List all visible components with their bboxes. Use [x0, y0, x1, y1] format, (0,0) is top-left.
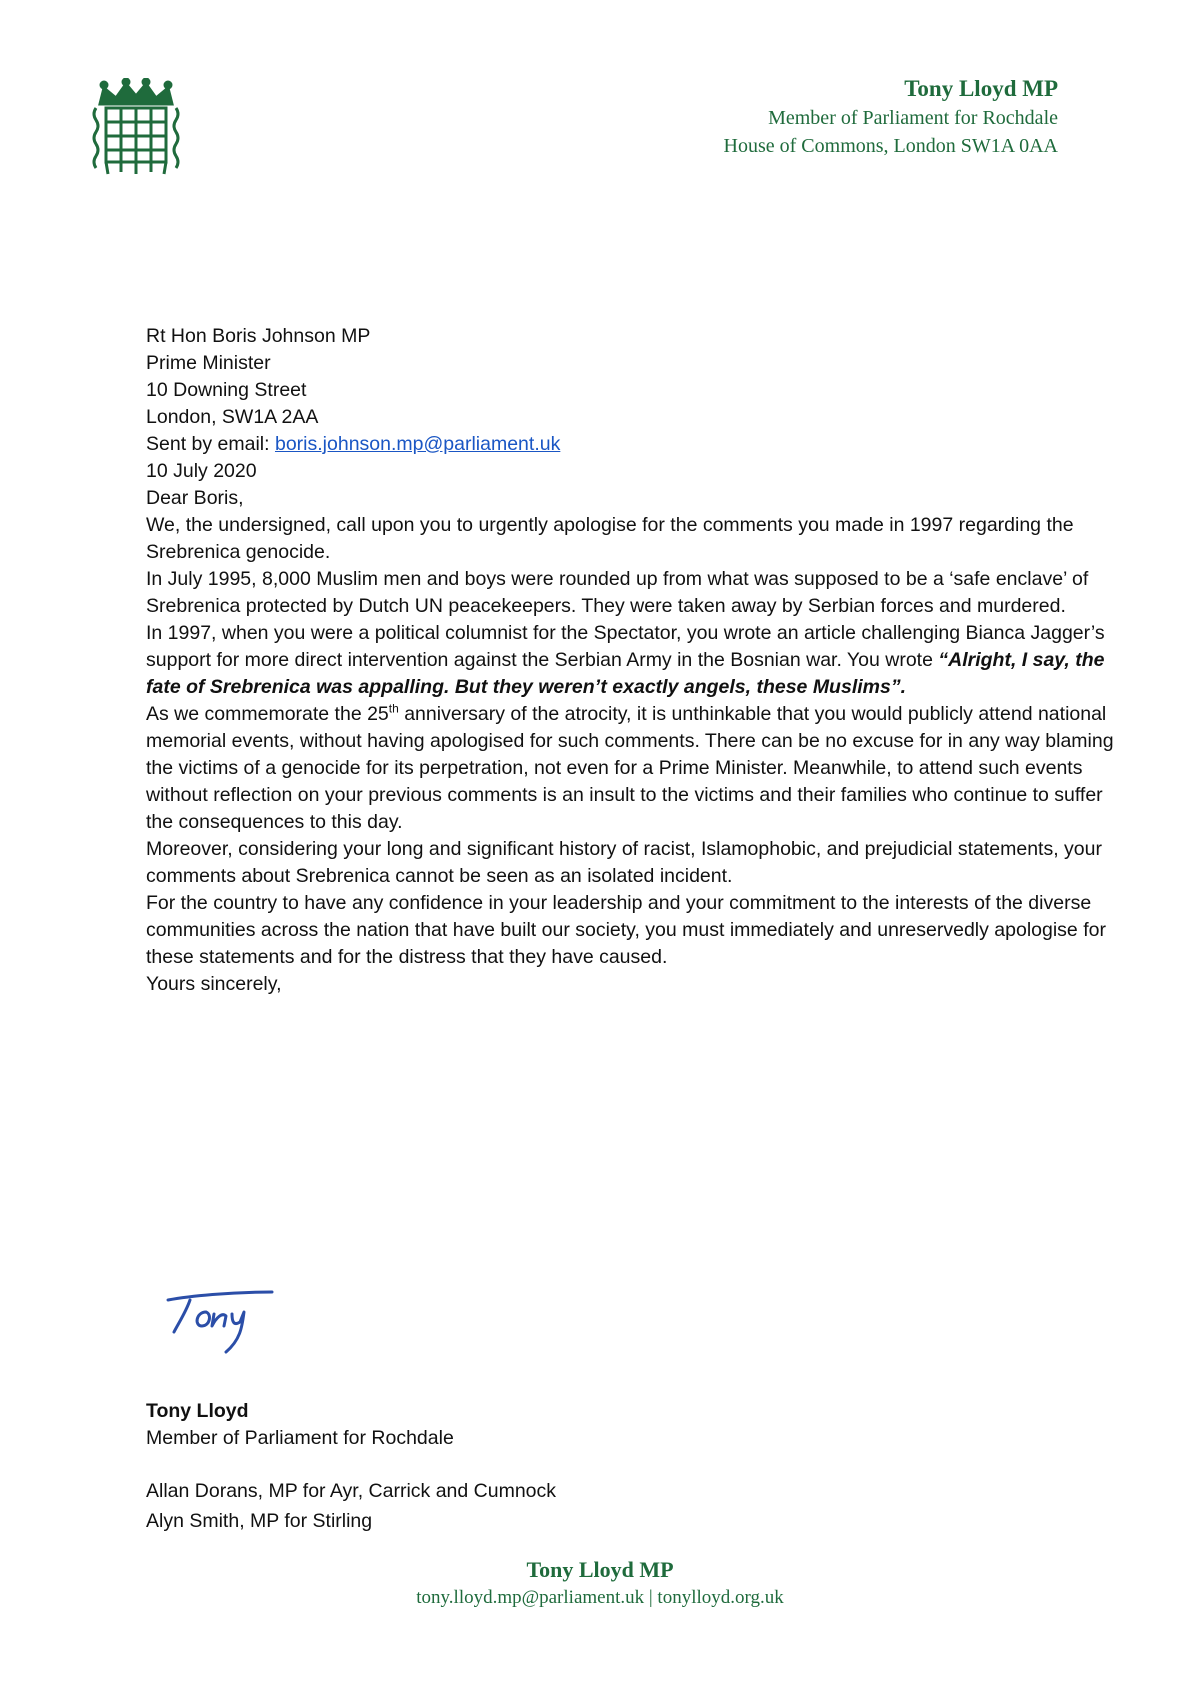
paragraph-1: We, the undersigned, call upon you to urgently apologise for the comments you made in 1997 regarding the Srebrenica genocide. [146, 514, 1074, 563]
recipient-line: Rt Hon Boris Johnson MP [146, 325, 371, 347]
cosignatory: Allan Dorans, MP for Ayr, Carrick and Cumnock [146, 1480, 557, 1502]
paragraph-4-start: As we commemorate the 25 [146, 703, 389, 725]
paragraph-4 [146, 701, 1116, 836]
recipient-line: Prime Minister [146, 352, 271, 374]
paragraph-3 [146, 620, 1116, 701]
paragraph-2: In July 1995, 8,000 Muslim men and boys were rounded up from what was supposed to be a ‘safe enclave’ of Srebrenica protected by Dutch UN peacekeepers. They were taken away by Serbian forces and murdered. [146, 568, 1089, 617]
portcullis-logo [90, 78, 182, 182]
ordinal-suffix: th [388, 701, 399, 716]
cosignatory: Alyn Smith, MP for Stirling [146, 1510, 373, 1532]
recipient-email-link[interactable]: boris.johnson.mp@parliament.uk [274, 433, 561, 455]
recipient-address [146, 323, 1116, 431]
salutation: Dear Boris, [146, 487, 244, 509]
letterhead-name: Tony Lloyd MP [904, 76, 1058, 101]
paragraph-3-intro: In 1997, when you were a political columnist for the Spectator, you wrote an article challenging Bianca Jagger’s support for more direct intervention against the Serbian Army in the Bosnian war. You wrote [146, 622, 1105, 671]
letter-date: 10 July 2020 [146, 460, 257, 482]
signatory-title: Member of Parliament for Rochdale [146, 1427, 454, 1449]
signatory-block [146, 1398, 454, 1452]
quoted-comment: “Alright, I say, the fate of Srebrenica was appalling. But they weren’t exactly angels, these Muslims”. [146, 649, 1105, 698]
signatory-name: Tony Lloyd [146, 1400, 249, 1422]
sent-by-label: Sent by email: [146, 433, 270, 455]
cosignatories [146, 1476, 556, 1536]
footer-contact: tony.lloyd.mp@parliament.uk | tonylloyd.org.uk [416, 1587, 784, 1608]
paragraph-5: Moreover, considering your long and significant history of racist, Islamophobic, and prejudicial statements, your comments about Srebrenica cannot be seen as an isolated incident. [146, 838, 1102, 887]
letter-body [146, 323, 1116, 998]
paragraph-6: For the country to have any confidence in your leadership and your commitment to the interests of the diverse communities across the nation that have built our society, you must immediately and unreservedly apologise for these statements and for the distress that they have caused. [146, 892, 1106, 968]
sent-by-line [146, 431, 1116, 458]
footer [0, 1556, 1200, 1612]
recipient-line: London, SW1A 2AA [146, 406, 319, 428]
handwritten-signature [160, 1278, 280, 1378]
letterhead-address: House of Commons, London SW1A 0AA [723, 135, 1058, 157]
closing: Yours sincerely, [146, 973, 282, 995]
letterhead-role: Member of Parliament for Rochdale [768, 107, 1058, 129]
footer-name: Tony Lloyd MP [526, 1557, 674, 1582]
paragraph-4-rest: anniversary of the atrocity, it is unthinkable that you would publicly attend national memorial events, without having apologised for such comments. There can be no excuse for in any way blaming the victims of a genocide for its perpetration, not even for a Prime Minister. Meanwhile, to attend such events without reflection on your previous comments is an insult to the victims and their families who continue to suffer the consequences to this day. [146, 703, 1114, 833]
letterhead [724, 74, 1058, 160]
recipient-line: 10 Downing Street [146, 379, 307, 401]
